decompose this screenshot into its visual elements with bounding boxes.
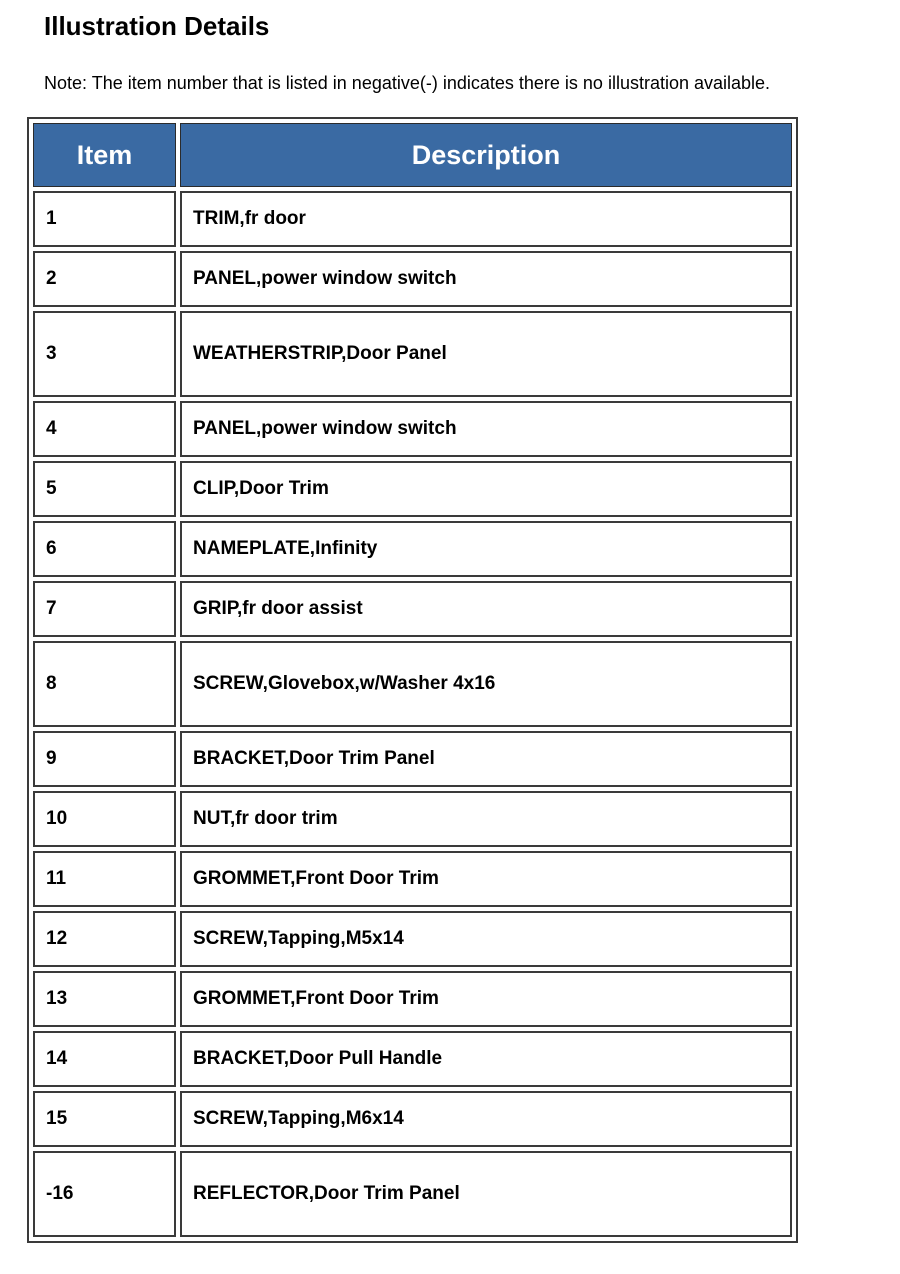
- item-number-cell: 13: [33, 971, 176, 1027]
- item-number-cell: 1: [33, 191, 176, 247]
- parts-table: [29, 119, 796, 1241]
- description-cell: PANEL,power window switch: [180, 401, 792, 457]
- table-row: [33, 971, 792, 1027]
- description-cell: PANEL,power window switch: [180, 251, 792, 307]
- table-row: [33, 791, 792, 847]
- item-number-cell: 4: [33, 401, 176, 457]
- table-header-row: [33, 123, 792, 187]
- item-number-cell: 11: [33, 851, 176, 907]
- table-row: [33, 851, 792, 907]
- table-row: [33, 1031, 792, 1087]
- description-cell: WEATHERSTRIP,Door Panel: [180, 311, 792, 397]
- table-row: [33, 251, 792, 307]
- description-cell: SCREW,Tapping,M6x14: [180, 1091, 792, 1147]
- table-row: [33, 1151, 792, 1237]
- table-row: [33, 1091, 792, 1147]
- table-row: [33, 401, 792, 457]
- description-cell: BRACKET,Door Trim Panel: [180, 731, 792, 787]
- description-cell: TRIM,fr door: [180, 191, 792, 247]
- table-row: [33, 581, 792, 637]
- table-row: [33, 191, 792, 247]
- item-number-cell: 10: [33, 791, 176, 847]
- description-cell: GROMMET,Front Door Trim: [180, 851, 792, 907]
- item-number-cell: 2: [33, 251, 176, 307]
- item-number-cell: 7: [33, 581, 176, 637]
- item-number-cell: 15: [33, 1091, 176, 1147]
- description-column-header: Description: [180, 123, 792, 187]
- item-number-cell: 3: [33, 311, 176, 397]
- item-number-cell: 5: [33, 461, 176, 517]
- description-cell: GROMMET,Front Door Trim: [180, 971, 792, 1027]
- table-row: [33, 521, 792, 577]
- description-cell: CLIP,Door Trim: [180, 461, 792, 517]
- page-title: Illustration Details: [44, 11, 270, 41]
- table-row: [33, 311, 792, 397]
- description-cell: BRACKET,Door Pull Handle: [180, 1031, 792, 1087]
- description-cell: NAMEPLATE,Infinity: [180, 521, 792, 577]
- table-row: [33, 461, 792, 517]
- item-number-cell: 6: [33, 521, 176, 577]
- item-number-cell: 12: [33, 911, 176, 967]
- description-cell: GRIP,fr door assist: [180, 581, 792, 637]
- table-row: [33, 641, 792, 727]
- description-cell: REFLECTOR,Door Trim Panel: [180, 1151, 792, 1237]
- item-column-header: Item: [33, 123, 176, 187]
- item-number-cell: 8: [33, 641, 176, 727]
- description-cell: SCREW,Glovebox,w/Washer 4x16: [180, 641, 792, 727]
- description-cell: SCREW,Tapping,M5x14: [180, 911, 792, 967]
- item-number-cell: 9: [33, 731, 176, 787]
- item-number-cell: 14: [33, 1031, 176, 1087]
- parts-table-frame: [27, 117, 798, 1243]
- table-row: [33, 911, 792, 967]
- table-row: [33, 731, 792, 787]
- illustration-note: Note: The item number that is listed in negative(-) indicates there is no illustration available.: [44, 73, 771, 93]
- description-cell: NUT,fr door trim: [180, 791, 792, 847]
- item-number-cell: -16: [33, 1151, 176, 1237]
